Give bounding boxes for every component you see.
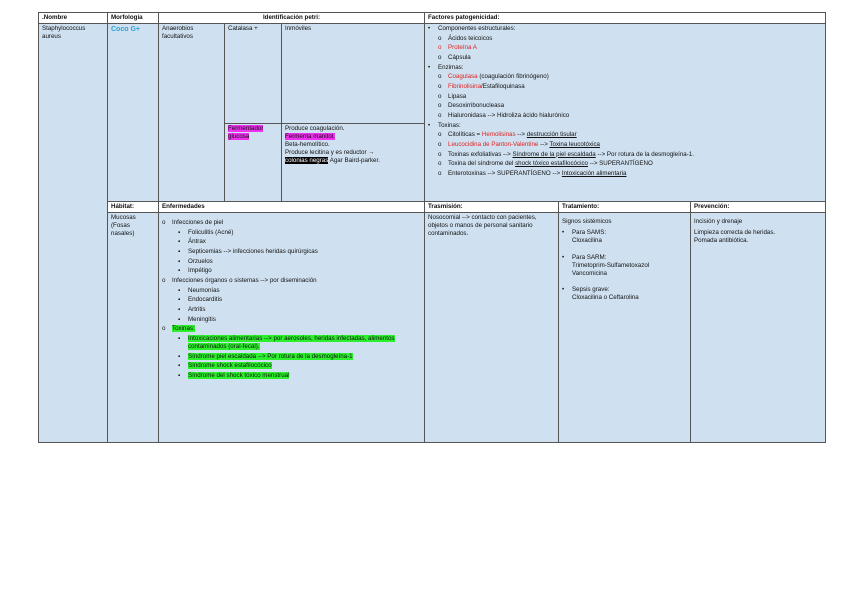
factores-enzimas: • Enzimas: (428, 64, 822, 72)
header-nombre: .Nombre (39, 13, 108, 24)
enf-impetigo: ▪ Impétigo (178, 267, 421, 275)
prevencion-cell (691, 213, 826, 443)
trat-sepsis (562, 286, 687, 302)
petri-hemolitico: Beta-hemolítico. (285, 141, 330, 149)
header-morfologia: Morfología (108, 13, 159, 24)
enf-foliculitis: ▪ Foliculitis (Acné) (178, 229, 421, 237)
header-habitat: Hábitat: (108, 202, 159, 213)
trat-sams (562, 229, 687, 245)
fibrinolisina-desc: /Estafiloquinasa (481, 83, 525, 90)
leuco-b: --> (538, 140, 550, 148)
shock-a: Toxina del síndrome del (448, 160, 516, 168)
exfo-a: Toxinas exfoliativas --> (448, 150, 513, 158)
exfo-b: Síndrome de la piel escaldada (512, 150, 596, 158)
shock-b: shock tóxico estafilocócico (515, 160, 588, 168)
petri-lecitina: Produce lecitina y es reductor → (285, 149, 375, 157)
catalasa-cell: Catalasa + (225, 24, 282, 124)
enf-endocarditis: ▪ Endocarditis (178, 296, 421, 304)
header-prevencion: Prevención: (691, 202, 826, 213)
morfologia-value: Coco G+ (111, 26, 140, 34)
factor-proteina: o Proteína A (438, 44, 822, 52)
factor-capsula: o Cápsula (438, 54, 822, 62)
trat-sarm-label: • Para SARM: (572, 253, 607, 261)
trat-sams-med: Cloxacilina (572, 237, 602, 245)
petri-manitol-text: Fermenta manitol. (285, 133, 335, 141)
enf-orzuelos: ▪ Orzuelos (178, 258, 421, 266)
transmision-cell: Nosocomial --> contacto con pacientes, objetos o manos de personal sanitario contaminados. (425, 213, 559, 443)
factor-exfoliativas (438, 151, 822, 159)
enf-septicemias: ▪ Septicemias --> infecciones heridas quirúrgicas (178, 248, 421, 256)
habitat-cell: Mucosas (Fosas nasales) (108, 213, 159, 443)
enf-artritis: ▪ Artritis (178, 306, 421, 314)
trat-sepsis-label: • Sepsis grave: (572, 285, 610, 293)
trat-spacer-2 (562, 279, 687, 284)
petri-manitol (285, 133, 421, 141)
prev-incision: Incisión y drenaje (694, 218, 743, 226)
enf-toxinas-label: Toxinas: (172, 325, 195, 333)
trat-sams-label: • Para SAMS: (572, 229, 607, 237)
trat-sarm-med1: Trimetoprim-Sulfametoxazol (572, 261, 650, 269)
factor-acidos: o Ácidos teicoicos (438, 35, 822, 43)
enf-organos: o Infecciones órganos o sistemas --> por diseminación (162, 277, 421, 285)
petri-cell (282, 124, 425, 202)
factor-citoliticas (438, 131, 822, 139)
petri-agar: Agar Baird-parker. (328, 157, 380, 165)
enf-sindrome-piel (178, 353, 421, 361)
factor-hialu: o Hialuronidasa --> Hidroliza ácido hialurónico (438, 112, 822, 120)
enf-toxinas (162, 325, 421, 333)
factor-desoxi: o Desoxirribonucleasa (438, 102, 822, 110)
morfologia-cell (108, 24, 159, 202)
cito-c: --> (515, 131, 527, 139)
enfermedades-cell (159, 213, 425, 443)
factor-fibrinolisina (438, 83, 822, 91)
prev-limpieza: Limpieza correcta de heridas. (694, 229, 776, 237)
fermentador-cell (225, 124, 282, 202)
header-transmision: Trasmisión: (425, 202, 559, 213)
movilidad-cell: Inmóviles (282, 24, 425, 124)
factor-enterotoxinas (438, 170, 822, 178)
trat-spacer-1 (562, 247, 687, 252)
factores-cell (425, 24, 826, 202)
cito-a: Citolíticas = (448, 131, 482, 139)
leuco-a: Leucocidina de Panton-Valentine (448, 140, 539, 148)
header-identificacion: Identificación petri: (159, 13, 425, 24)
entero-a: Enterotoxinas --> SUPERANTÍGENO --> (448, 169, 562, 177)
coagulasa-label: Coagulasa (448, 73, 478, 81)
nombre-cell: Staphylococcus aureus (39, 24, 108, 443)
petri-colonias (285, 157, 421, 165)
cito-d: destrucción tisular (526, 131, 577, 139)
factores-toxinas: • Toxinas: (428, 122, 822, 130)
enf-shock-menstrual (178, 372, 421, 380)
entero-b: Intoxicación alimentaria (561, 169, 627, 177)
enf-shock-esta-text: Síndrome shock estafilocócico (188, 362, 272, 370)
factor-leucocidina (438, 141, 822, 149)
enf-neumonias: ▪ Neumonías (178, 287, 421, 295)
enf-antrax: ▪ Ántrax (178, 238, 421, 246)
factor-shock (438, 160, 822, 168)
enf-shock-esta (178, 362, 421, 370)
prev-pomada: Pomada antibiótica. (694, 237, 749, 245)
header-enfermedades: Enfermedades (159, 202, 425, 213)
header-tratamiento: Tratamiento: (559, 202, 691, 213)
enf-meningitis: ▪ Meningitis (178, 316, 421, 324)
petri-colonias-negras: colonias negras (285, 157, 329, 165)
enf-piel: o Infecciones de piel (162, 219, 421, 227)
enf-shock-menstrual-text: Síndrome del shock tóxico menstrual (188, 372, 290, 380)
coagulasa-desc: (coagulación fibrinógeno) (477, 73, 549, 81)
factores-estructurales: • Componentes estructurales: (428, 25, 822, 33)
fibrinolisina-label: Fibrinolisina (448, 83, 482, 90)
petri-coagulacion: Produce coagulación. (285, 125, 345, 133)
trat-titulo: Signos sistémicos (562, 218, 612, 226)
trat-sarm (562, 254, 687, 278)
shock-c: --> SUPERANTÍGENO (588, 160, 653, 168)
enf-intox (178, 335, 421, 351)
trat-sarm-med2: Vancomicina (572, 269, 607, 277)
factor-lipasa: o Lipasa (438, 93, 822, 101)
enf-sindrome-piel-text: Síndrome piel escaldada --> Por rotura de la desmogleína-1 (188, 352, 353, 360)
exfo-c: --> Por rotura de la desmogleína-1. (595, 150, 694, 158)
trat-sepsis-med: Cloxacilina o Ceftarolina (572, 293, 639, 301)
factor-coagulasa (438, 73, 822, 81)
leuco-c: Toxina leucotóxica (549, 140, 600, 148)
oxigeno-cell: Anaerobios facultativos (159, 24, 225, 202)
cito-b: Hemolisinas (481, 131, 516, 139)
header-factores: Factores patogenicidad: (425, 13, 826, 24)
fermentador-value: Fermentador glucosa (228, 125, 264, 141)
enf-intox-text: Intoxicaciones alimentarias --> por aerosoles, heridas infectadas, alimentos contaminados (oral-fecal). (188, 335, 395, 351)
tratamiento-cell (559, 213, 691, 443)
bacteria-table (38, 12, 826, 443)
